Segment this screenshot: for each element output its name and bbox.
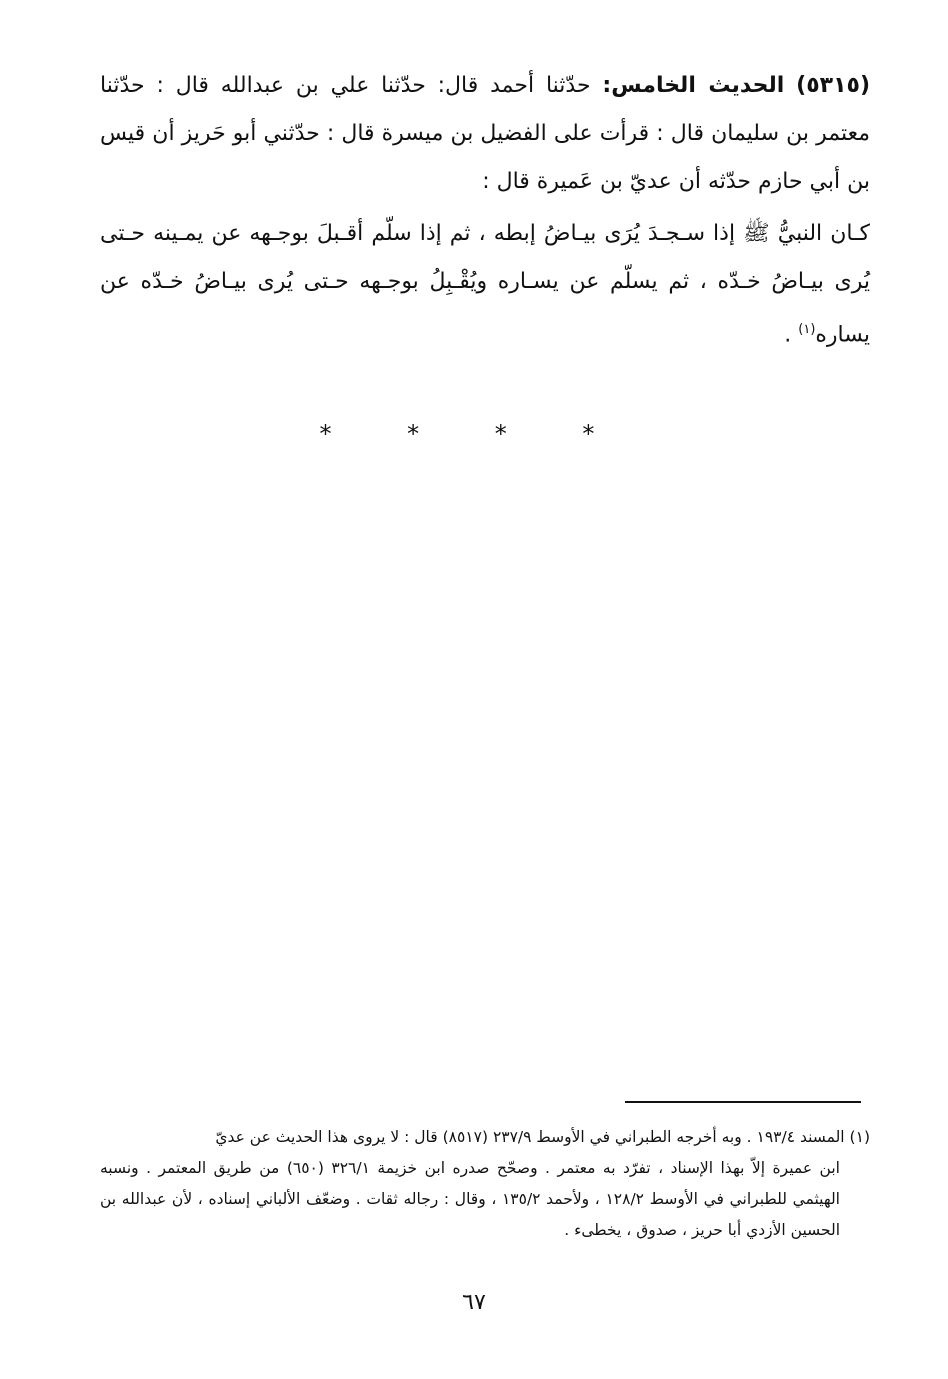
hadith-matn-end: . xyxy=(784,322,799,348)
footnote-continuation: ابن عميرة إلاّ بهذا الإسناد ، تفرّد به معتمر . وصحّح صدره ابن خزيمة ٣٢٦/١ (٦٥٠) من طريق المعتمر . ونسبه الهيثمي للطبراني في الأوسط ١٢٨/٢ ، ولأحمد ١٣٥/٢ ، وقال : رجاله ثقات . وضعّف الألباني إسناده ، لأن عبدالله بن الحسين الأزدي أبا حريز ، صدوق ، يخطىء . xyxy=(100,1159,840,1239)
hadith-number: (٥٣١٥) xyxy=(796,73,870,98)
page-number: ٦٧ xyxy=(462,1290,486,1315)
footnote-reference: (١) xyxy=(798,322,816,337)
hadith-matn: كـان النبيُّ ﷺ إذا سـجـدَ يُرَى بيـاضُ إبطه ، ثم إذا سلّم أقـبلَ بوجـهه عن يمـينه حـتى يُرى بيـاضُ خـدّه ، ثم يسلّم عن يسـاره ويُقْـبِلُ بوجـهه حـتى يُرى بيـاضُ خـدّه عن يساره xyxy=(100,221,870,348)
section-separator: * * * * xyxy=(319,420,629,448)
footnote-text: المسند ١٩٣/٤ . وبه أخرجه الطبراني في الأوسط ٢٣٧/٩ (٨٥١٧) قال : لا يروى هذا الحديث عن عديّ xyxy=(215,1128,850,1146)
footnote-item xyxy=(100,1122,870,1246)
hadith-isnad-paragraph xyxy=(100,62,870,206)
hadith-isnad: حدّثنا أحمد قال: حدّثنا علي بن عبدالله قال : حدّثنا معتمر بن سليمان قال : قرأت على الفضيل بن ميسرة قال : حدّثني أبو حَريز أن قيس بن أبي حازم حدّثه أن عديّ بن عَميرة قال : xyxy=(100,73,870,194)
hadith-title: الحديث الخامس: xyxy=(602,73,785,98)
footnote-marker: (١) xyxy=(849,1128,870,1146)
hadith-body xyxy=(100,62,870,359)
footnotes xyxy=(100,1122,870,1246)
footnote-divider xyxy=(625,1101,861,1103)
hadith-matn-paragraph xyxy=(100,210,870,359)
